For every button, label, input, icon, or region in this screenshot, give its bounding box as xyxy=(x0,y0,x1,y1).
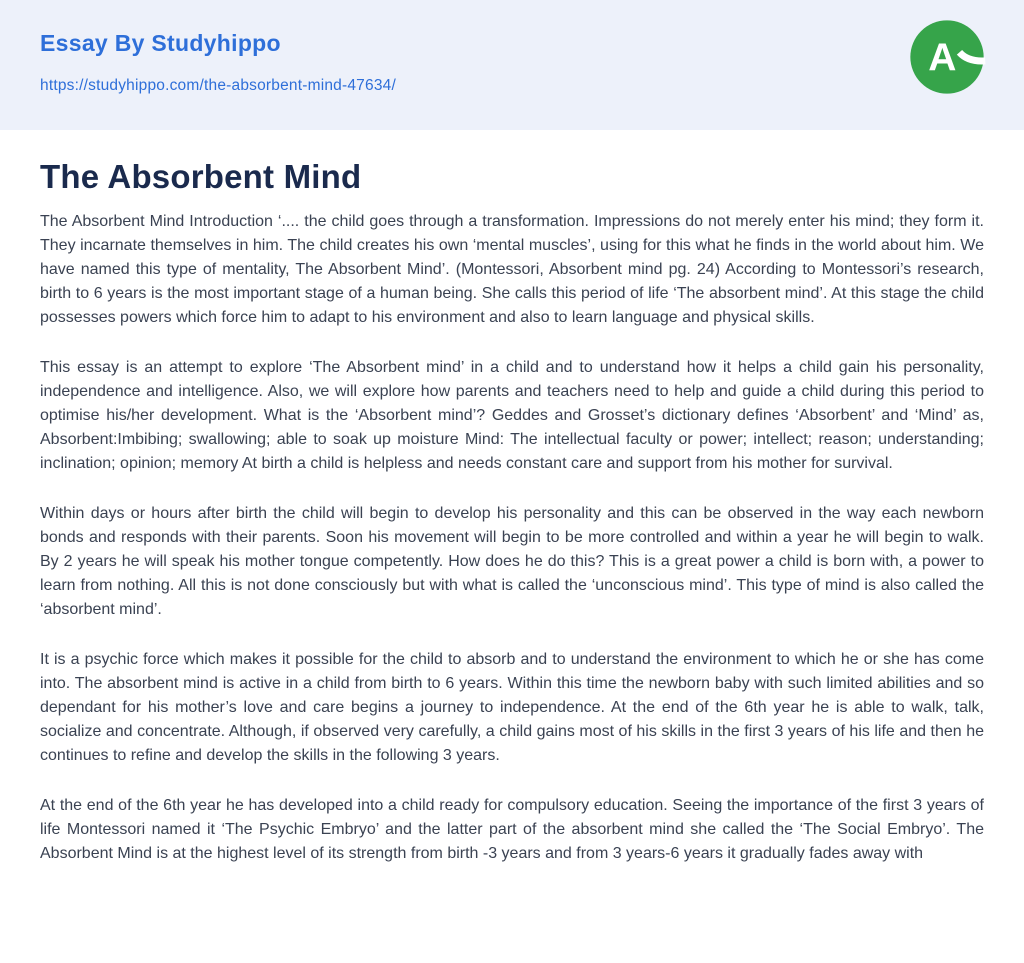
article-paragraph: It is a psychic force which makes it possible for the child to absorb and to understand the environment to which he or she has come into. The absorbent mind is active in a child from birth to 6 years. Within this time the newborn baby with such limited abilities and so dependant for his mother’s love and care begins a journey to independence. At the end of the 6th year he is able to walk, talk, socialize and concentrate. Although, if observed very carefully, a child gains most of his skills in the first 3 years of his life and then he continues to refine and develop the skills in the following 3 years. xyxy=(40,651,984,764)
article-title: The Absorbent Mind xyxy=(40,158,362,195)
article-body xyxy=(40,210,984,866)
article-url-link[interactable]: https://studyhippo.com/the-absorbent-mind-47634/ xyxy=(40,77,396,94)
site-title: Essay By Studyhippo xyxy=(40,30,281,56)
article-paragraph: Within days or hours after birth the child will begin to develop his personality and this can be observed in the way each newborn bonds and responds with their parents. Soon his movement will begin to be more controlled and within a year he will begin to walk. By 2 years he will speak his mother tongue competently. How does he do this? This is a great power a child is born with, a power to learn from nothing. All this is not done consciously but with what is called the ‘unconscious mind’. This type of mind is also called the ‘absorbent mind’. xyxy=(40,505,984,618)
article-paragraph: At the end of the 6th year he has developed into a child ready for compulsory education. Seeing the importance of the first 3 years of life Montessori named it ‘The Psychic Embryo’ and the latter part of the absorbent mind she called the ‘The Social Embryo’. The Absorbent Mind is at the highest level of its strength from birth -3 years and from 3 years-6 years it gradually fades away with xyxy=(40,797,984,862)
article-paragraph: This essay is an attempt to explore ‘The Absorbent mind’ in a child and to understand how it helps a child gain his personality, independence and intelligence. Also, we will explore how parents and teachers need to help and guide a child during this period to optimise his/her development. What is the ‘Absorbent mind’? Geddes and Grosset’s dictionary defines ‘Absorbent’ and ‘Mind’ as, Absorbent:Imbibing; swallowing; able to soak up moisture Mind: The intellectual faculty or power; intellect; reason; understanding; inclination; opinion; memory At birth a child is helpless and needs constant care and support from his mother for survival. xyxy=(40,359,984,472)
article-paragraph: The Absorbent Mind Introduction ‘.... the child goes through a transformation. Impressions do not merely enter his mind; they form it. They incarnate themselves in him. The child creates his own ‘mental muscles’, using for this what he finds in the world about him. We have named this type of mentality, The Absorbent Mind’. (Montessori, Absorbent mind pg. 24) According to Montessori’s research, birth to 6 years is the most important stage of a human being. She calls this period of life ‘The absorbent mind’. At this stage the child possesses powers which force him to adapt to his environment and also to learn language and physical skills. xyxy=(40,213,984,326)
article-content xyxy=(0,130,1024,932)
logo-letter: A xyxy=(928,36,957,80)
studyhippo-logo-icon xyxy=(908,18,986,96)
studyhippo-logo xyxy=(908,18,986,96)
page-header xyxy=(0,0,1024,130)
